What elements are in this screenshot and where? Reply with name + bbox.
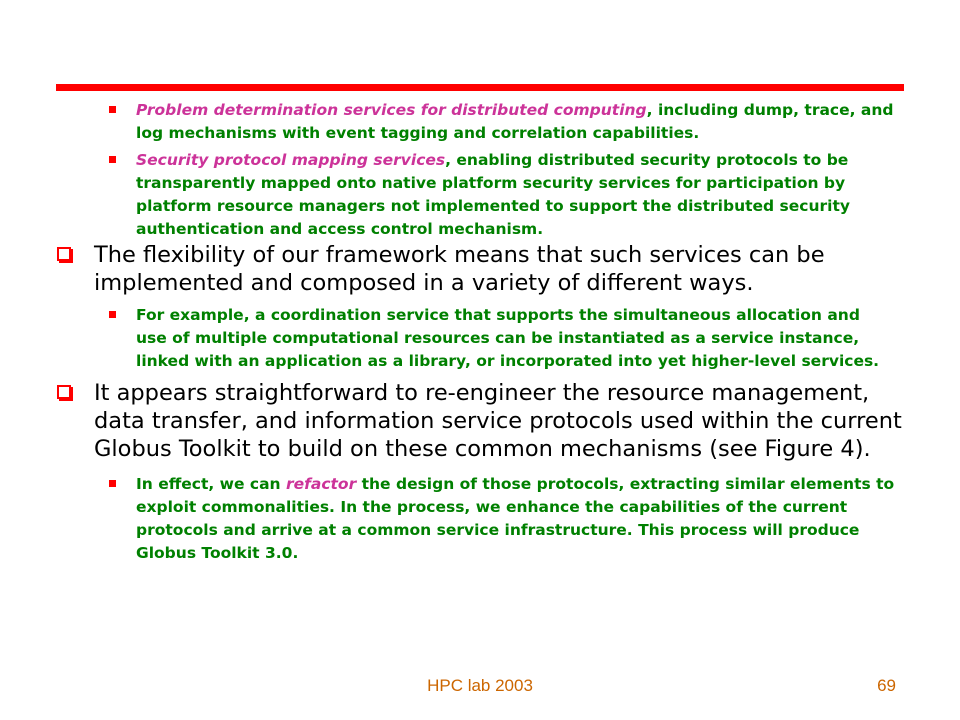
bullet-problem-determination bbox=[136, 99, 896, 145]
emphasis-text: Problem determination services for distributed computing bbox=[136, 101, 647, 119]
main-bullet-text: The flexibility of our framework means that such services can be implemented and composed in a variety of different ways. bbox=[94, 242, 825, 296]
main-bullet-reengineer bbox=[94, 379, 904, 463]
bullet-text-start: In effect, we can bbox=[136, 475, 286, 493]
square-bullet-icon bbox=[109, 106, 116, 113]
title-rule bbox=[56, 84, 904, 91]
bullet-text: , enabling distributed security protocols to be transparently mapped onto native platform security services for participation by platform resource managers not implemented to support the distributed security authentication and access control mechanism. bbox=[136, 151, 850, 238]
page-number: 69 bbox=[877, 676, 896, 695]
bullet-refactor bbox=[136, 473, 896, 565]
square-bullet-icon bbox=[109, 156, 116, 163]
bullet-security-mapping bbox=[136, 149, 896, 241]
bullet-text-end: the design of those protocols, extracting similar elements to exploit commonalities. In the process, we enhance the capabilities of the current protocols and arrive at a common service infrastructure. This process will produce Globus Toolkit 3.0. bbox=[136, 475, 895, 562]
main-bullet-text: It appears straightforward to re-engineer the resource management, data transfer, and information service protocols used within the current Globus Toolkit to build on these common mechanisms (see Figure 4). bbox=[94, 380, 902, 462]
main-bullet-flexibility bbox=[94, 241, 904, 297]
bullet-text: , including dump, trace, and log mechanisms with event tagging and correlation capabilities. bbox=[136, 101, 894, 142]
square-bullet-icon bbox=[109, 480, 116, 487]
checkbox-bullet-icon bbox=[57, 247, 71, 261]
bullet-text: For example, a coordination service that supports the simultaneous allocation and use of multiple computational resources can be instantiated as a service instance, linked with an application as a library, or incorporated into yet higher-level services. bbox=[136, 306, 880, 370]
emphasis-text: Security protocol mapping services bbox=[136, 151, 446, 169]
square-bullet-icon bbox=[109, 311, 116, 318]
footer-label: HPC lab 2003 bbox=[427, 676, 533, 695]
bullet-coordination-example bbox=[136, 304, 896, 373]
emphasis-text: refactor bbox=[285, 475, 357, 493]
checkbox-bullet-icon bbox=[57, 385, 71, 399]
